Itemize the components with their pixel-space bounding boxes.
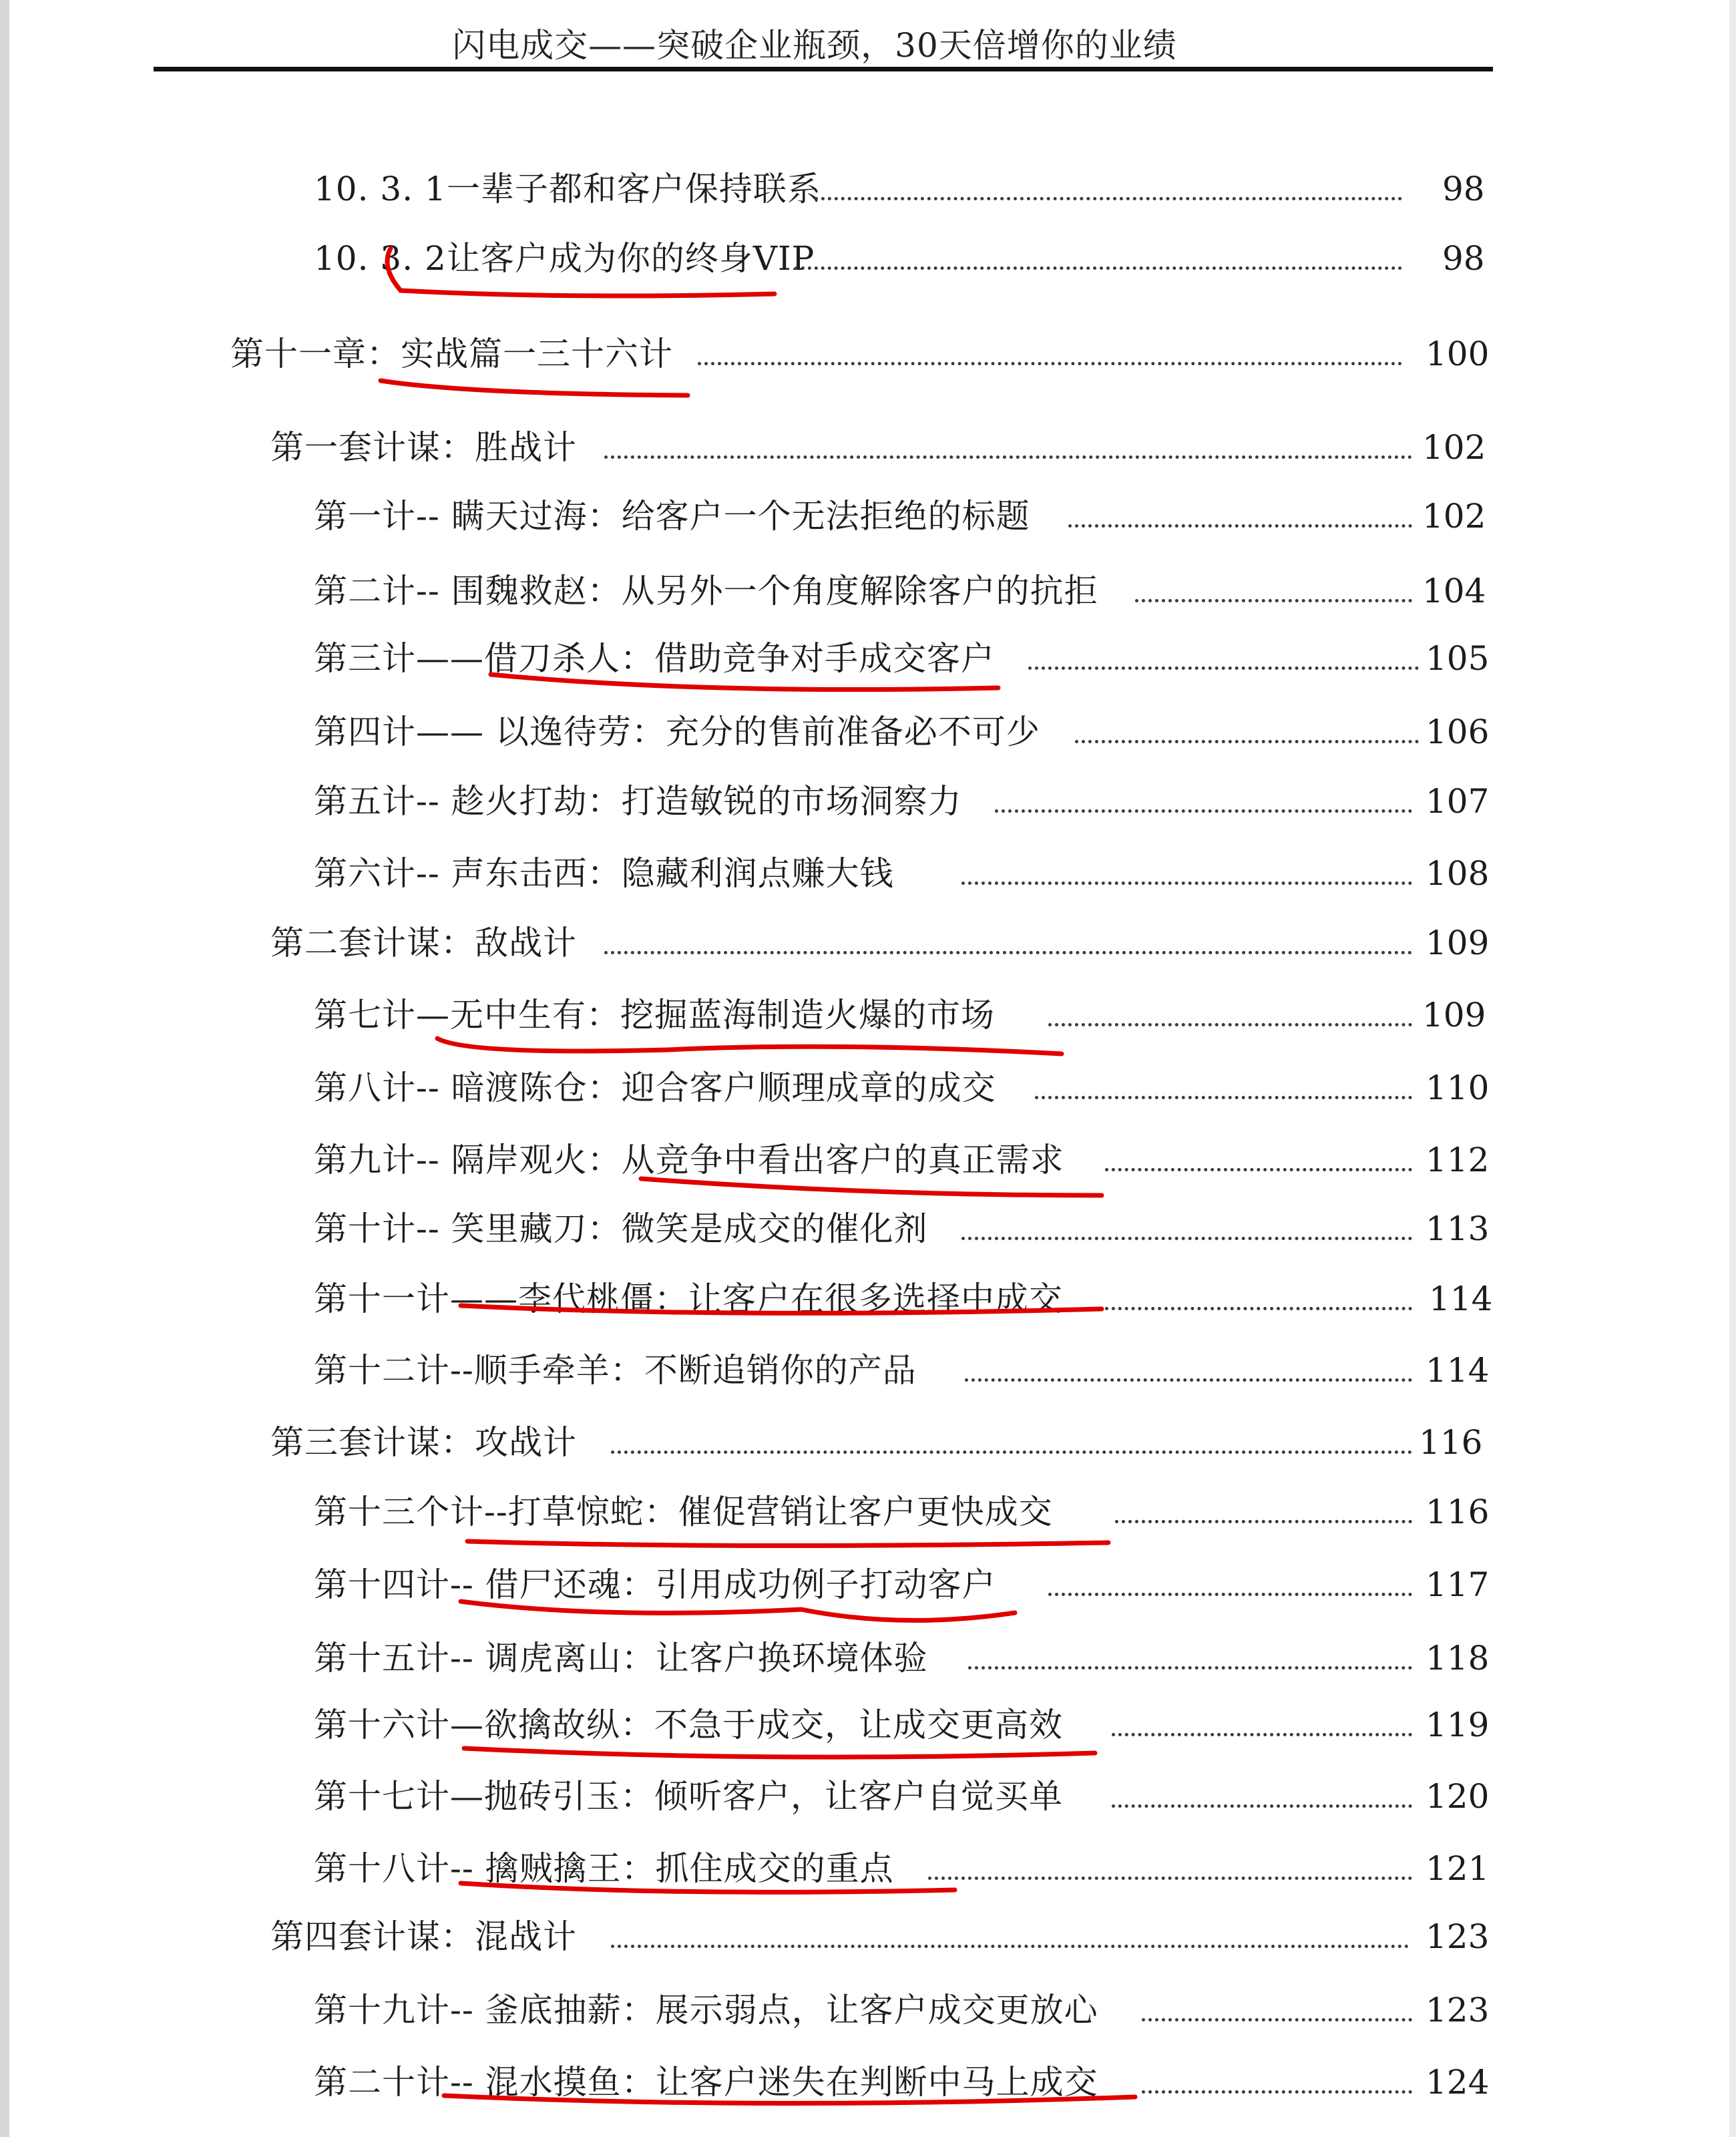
toc-page-number: 106 — [1426, 713, 1490, 751]
toc-page-number: 109 — [1426, 924, 1490, 962]
toc-page-number: 121 — [1426, 1849, 1490, 1888]
toc-dot-leader — [611, 1945, 1409, 1948]
toc-entry-label: 第七计—无中生有：挖掘蓝海制造火爆的市场 — [314, 996, 995, 1034]
toc-dot-leader — [1112, 1733, 1412, 1736]
toc-dot-leader — [815, 197, 1402, 200]
toc-page-number: 102 — [1422, 497, 1486, 536]
toc-entry-label: 第一计-- 瞒天过海：给客户一个无法拒绝的标题 — [314, 497, 1030, 536]
toc-entry-label: 第十九计-- 釜底抽薪：展示弱点，让客户成交更放心 — [314, 1991, 1098, 2029]
toc-entry-label: 第五计-- 趁火打劫：打造敏锐的市场洞察力 — [314, 782, 962, 821]
toc-page-number: 117 — [1426, 1565, 1490, 1604]
toc-entry-label: 第十八计-- 擒贼擒王：抓住成交的重点 — [314, 1849, 894, 1888]
toc-dot-leader — [604, 951, 1412, 954]
toc-page-number: 107 — [1426, 782, 1490, 821]
toc-dot-leader — [1135, 599, 1412, 602]
toc-dot-leader — [1105, 1168, 1412, 1171]
toc-dot-leader — [1048, 1023, 1412, 1026]
toc-page-number: 100 — [1426, 335, 1490, 373]
toc-entry-label: 第十一章：实战篇一三十六计 — [230, 335, 673, 373]
toc-entry-label: 第八计-- 暗渡陈仓：迎合客户顺理成章的成交 — [314, 1068, 996, 1107]
toc-entry-label: 第二十计-- 混水摸鱼：让客户迷失在判断中马上成交 — [314, 2063, 1098, 2102]
page-right-edge — [1729, 0, 1736, 2137]
toc-page-number: 102 — [1422, 428, 1486, 467]
toc-page-number: 118 — [1426, 1639, 1490, 1678]
toc-entry-label: 第十三个计--打草惊蛇：催促营销让客户更快成交 — [314, 1493, 1053, 1531]
toc-page-number: 98 — [1442, 170, 1485, 208]
toc-dot-leader — [1142, 2090, 1412, 2094]
toc-entry-label: 第十二计--顺手牵羊：不断追销你的产品 — [314, 1351, 917, 1390]
toc-page-number: 109 — [1422, 996, 1486, 1034]
toc-dot-leader — [1105, 1307, 1412, 1310]
toc-page-number: 113 — [1426, 1209, 1490, 1248]
toc-entry-label: 第三计——借刀杀人：借助竞争对手成交客户 — [314, 639, 995, 678]
toc-dot-leader — [961, 1237, 1412, 1240]
toc-dot-leader — [795, 266, 1402, 270]
red-underline — [467, 1541, 1108, 1546]
toc-entry-label: 第二计-- 围魏救赵：从另外一个角度解除客户的抗拒 — [314, 572, 1098, 610]
toc-dot-leader — [1035, 1096, 1412, 1099]
toc-dot-leader — [611, 1450, 1412, 1454]
toc-page-number: 108 — [1426, 854, 1490, 893]
toc-dot-leader — [965, 1378, 1412, 1382]
running-header-title: 闪电成交——突破企业瓶颈，30天倍增你的业绩 — [452, 26, 1177, 65]
toc-dot-leader — [1142, 2018, 1412, 2021]
toc-page-number: 123 — [1426, 1917, 1490, 1956]
toc-page-number: 119 — [1426, 1706, 1490, 1744]
toc-entry-label: 第十七计—抛砖引玉：倾听客户，让客户自觉买单 — [314, 1777, 1063, 1816]
toc-dot-leader — [1115, 1520, 1412, 1523]
toc-page-number: 124 — [1426, 2063, 1490, 2102]
toc-entry-label: 第十计-- 笑里藏刀：微笑是成交的催化剂 — [314, 1209, 928, 1248]
toc-page-number: 114 — [1426, 1351, 1490, 1390]
toc-dot-leader — [604, 455, 1412, 459]
toc-entry-label: 10. 3. 1一辈子都和客户保持联系 — [314, 170, 821, 208]
toc-page-number: 105 — [1426, 639, 1490, 678]
toc-page-number: 120 — [1426, 1777, 1490, 1816]
toc-entry-label: 第十五计-- 调虎离山：让客户换环境体验 — [314, 1639, 928, 1678]
toc-dot-leader — [995, 809, 1412, 813]
toc-dot-leader — [1068, 524, 1412, 528]
toc-entry-label: 第三套计谋：攻战计 — [270, 1423, 577, 1462]
toc-page-number: 112 — [1426, 1141, 1490, 1179]
header-rule — [154, 67, 1493, 71]
toc-entry-label: 第九计-- 隔岸观火：从竞争中看出客户的真正需求 — [314, 1141, 1064, 1179]
toc-entry-label: 第一套计谋：胜战计 — [270, 428, 577, 467]
toc-entry-label: 第十一计——李代桃僵：让客户在很多选择中成交 — [314, 1280, 1063, 1318]
toc-page-number: 116 — [1419, 1423, 1483, 1462]
toc-entry-label: 第十四计-- 借尸还魂：引用成功例子打动客户 — [314, 1565, 996, 1604]
toc-page-number: 116 — [1426, 1493, 1490, 1531]
toc-page-number: 104 — [1422, 572, 1486, 610]
toc-dot-leader — [1112, 1804, 1412, 1808]
toc-dot-leader — [1028, 666, 1419, 670]
toc-page-number: 114 — [1429, 1280, 1493, 1318]
toc-entry-label: 第四计—— 以逸待劳：充分的售前准备必不可少 — [314, 713, 1040, 751]
toc-dot-leader — [928, 1877, 1412, 1880]
toc-dot-leader — [1075, 740, 1419, 743]
toc-entry-label: 第二套计谋：敌战计 — [270, 924, 577, 962]
toc-entry-label: 第十六计—欲擒故纵：不急于成交，让成交更高效 — [314, 1706, 1063, 1744]
toc-dot-leader — [698, 362, 1402, 365]
red-underline — [381, 381, 688, 395]
toc-dot-leader — [961, 882, 1412, 885]
toc-entry-label: 第四套计谋：混战计 — [270, 1917, 577, 1956]
toc-dot-leader — [968, 1666, 1412, 1670]
toc-page-number: 98 — [1442, 239, 1485, 278]
toc-page-number: 110 — [1426, 1068, 1490, 1107]
toc-entry-label: 第六计-- 声东击西：隐藏利润点赚大钱 — [314, 854, 894, 893]
toc-dot-leader — [1048, 1593, 1412, 1596]
page-left-edge — [0, 0, 9, 2137]
toc-entry-label: 10. 3. 2让客户成为你的终身VIP — [314, 239, 815, 278]
toc-page-number: 123 — [1426, 1991, 1490, 2029]
